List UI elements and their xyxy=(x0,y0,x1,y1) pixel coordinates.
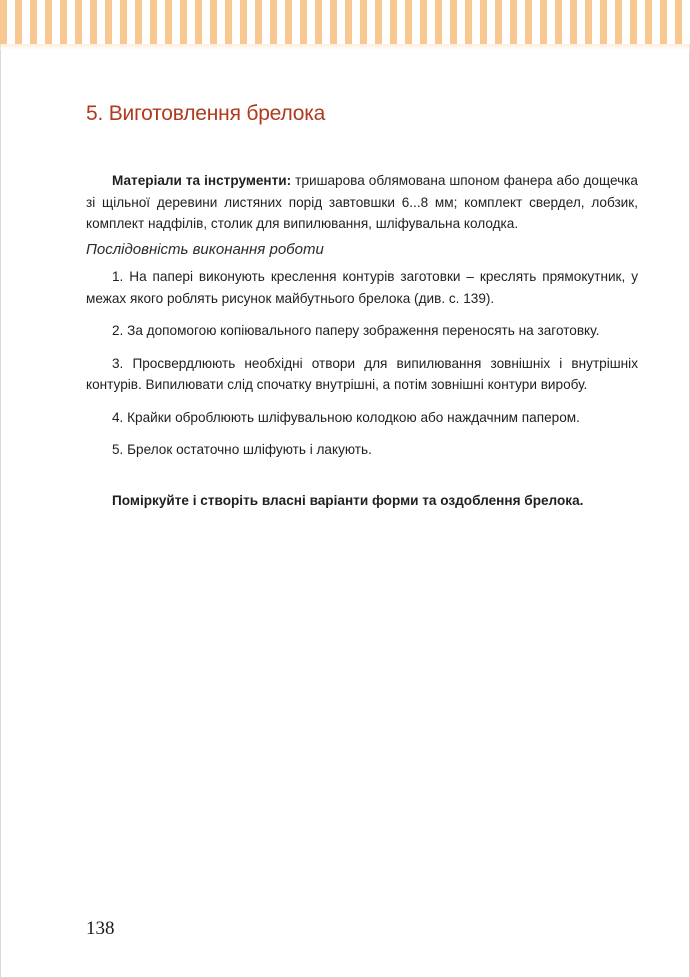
step-item: 1. На папері виконують креслення контурів заготовки – креслять прямокутник, у межах якого роблять рисунок майбутнього брелока (див. с. 139). xyxy=(86,269,638,306)
steps-list xyxy=(86,266,638,472)
section-title: 5. Виготовлення брелока xyxy=(86,102,326,125)
step-item: 3. Просвердлюють необхідні отвори для випилювання зовнішніх і внутрішніх контурів. Випилювати слід спочатку внутрішні, а потім зовнішні контури виробу. xyxy=(86,355,638,392)
final-task: Поміркуйте і створіть власні варіанти форми та оздоблення брелока. xyxy=(112,493,584,508)
materials-label: Матеріали та інструменти: xyxy=(112,173,292,188)
step-item: 5. Брелок остаточно шліфують і лакують. xyxy=(112,442,372,457)
materials-text: тришарова облямована шпоном фанера або дощечка зі щільної деревини листяних порід завтовшки 6...8 мм; комплект свердел, лобзик, комплект надфілів, столик для випилювання, шліфувальна колодка. xyxy=(86,173,638,231)
stripes-shadow xyxy=(0,44,690,50)
page-number: 138 xyxy=(86,918,115,939)
materials-paragraph xyxy=(86,170,638,235)
step-item: 4. Крайки оброблюють шліфувальною колодкою або наждачним папером. xyxy=(112,409,580,425)
sequence-heading: Послідовність виконання роботи xyxy=(86,241,324,258)
step-item: 2. За допомогою копіювального паперу зображення переносять на заготовку. xyxy=(112,323,600,338)
decorative-stripes xyxy=(0,0,690,44)
